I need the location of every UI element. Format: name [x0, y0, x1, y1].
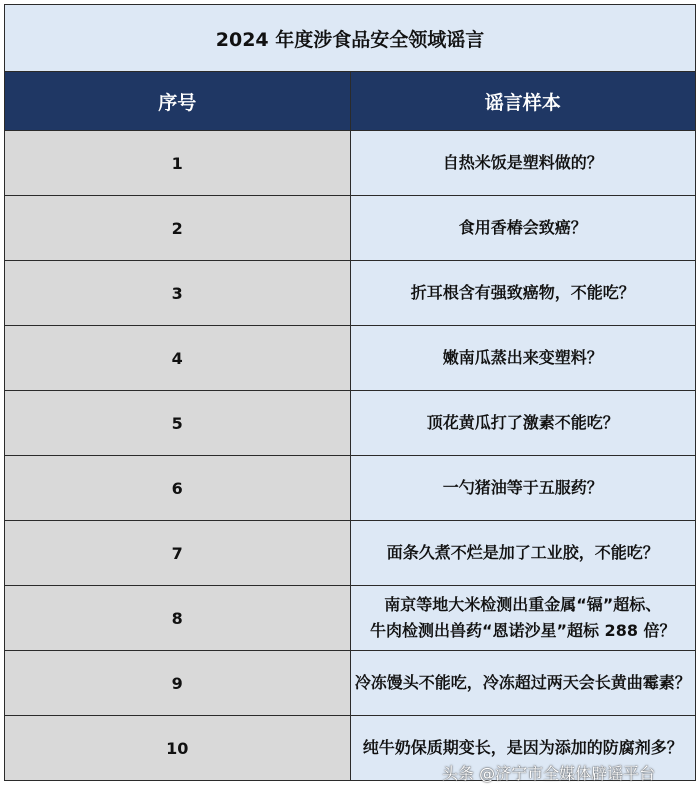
table-row — [5, 391, 696, 456]
rumor-text — [350, 651, 696, 716]
rumor-text — [350, 391, 696, 456]
row-index: 8 — [5, 586, 351, 651]
row-index: 10 — [5, 716, 351, 781]
rumor-text-line: 南京等地大米检测出重金属“镉”超标、 — [384, 595, 662, 614]
table-row — [5, 456, 696, 521]
rumor-text-line: 纯牛奶保质期变长，是因为添加的防腐剂多？ — [362, 738, 683, 757]
rumor-text-line: 冷冻馒头不能吃，冷冻超过两天会长黄曲霉素？ — [354, 673, 691, 692]
table-body — [5, 131, 696, 781]
rumor-text — [350, 521, 696, 586]
column-header-sample: 谣言样本 — [350, 72, 696, 131]
rumor-text — [350, 586, 696, 651]
rumor-text-line: 食用香椿会致癌？ — [458, 218, 587, 237]
rumor-text-line: 折耳根含有强致癌物，不能吃？ — [410, 283, 635, 302]
rumor-text-line: 嫩南瓜蒸出来变塑料？ — [442, 348, 603, 367]
rumor-text — [350, 131, 696, 196]
column-header-index: 序号 — [5, 72, 351, 131]
table-row — [5, 196, 696, 261]
rumor-table — [4, 4, 696, 781]
table-row — [5, 261, 696, 326]
row-index: 2 — [5, 196, 351, 261]
row-index: 5 — [5, 391, 351, 456]
table-row — [5, 326, 696, 391]
watermark-text: 头条 @济宁市全媒体辟谣平台 — [442, 764, 656, 783]
table-row — [5, 521, 696, 586]
row-index: 9 — [5, 651, 351, 716]
row-index: 1 — [5, 131, 351, 196]
table-row — [5, 586, 696, 651]
rumor-text-line: 牛肉检测出兽药“恩诺沙星”超标 288 倍？ — [369, 621, 676, 640]
rumor-text — [350, 456, 696, 521]
rumor-text-line: 面条久煮不烂是加了工业胶，不能吃？ — [386, 543, 659, 562]
rumor-text-line: 顶花黄瓜打了激素不能吃？ — [426, 413, 619, 432]
row-index: 6 — [5, 456, 351, 521]
rumor-text — [350, 326, 696, 391]
rumor-text-line: 自热米饭是塑料做的？ — [442, 153, 603, 172]
row-index: 4 — [5, 326, 351, 391]
table-title: 2024 年度涉食品安全领域谣言 — [5, 5, 696, 72]
row-index: 3 — [5, 261, 351, 326]
table-row — [5, 651, 696, 716]
table-row — [5, 131, 696, 196]
row-index: 7 — [5, 521, 351, 586]
rumor-text-line: 一勺猪油等于五服药？ — [442, 478, 603, 497]
rumor-text — [350, 261, 696, 326]
rumor-text — [350, 196, 696, 261]
